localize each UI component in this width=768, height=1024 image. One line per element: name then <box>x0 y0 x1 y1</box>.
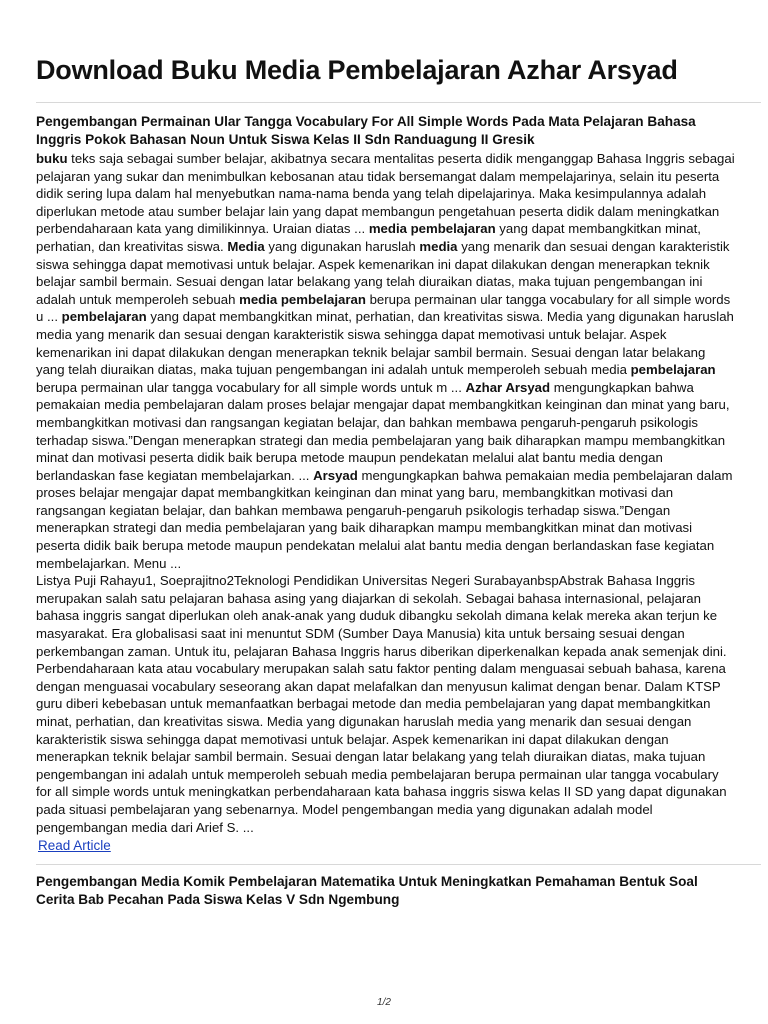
read-article-link[interactable]: Read Article <box>38 838 111 854</box>
snippet-text: yang digunakan haruslah <box>264 238 420 254</box>
article-1-abstract: Listya Puji Rahayu1, Soeprajitno2Teknologi Pendidikan Universitas Negeri SurabayanbspAbstrak Bahasa Inggris merupakan salah satu pelajaran bahasa asing yang diajarkan di sekolah. Sebagai bahasa internasional, pelajaran bahasa inggris sangat diperlukan oleh anak-anak yang duduk dibangku sekolah dimana kelak mereka akan terjun ke masyarakat. Era globalisasi saat ini menuntut SDM (Sumber Daya Manusia) kita untuk bersaing sesuai dengan perkembangan zaman. Untuk itu, pelajaran Bahasa Inggris harus diberikan diperkenalkan kepada anak semenjak dini. Perbendaharaan kata atau vocabulary merupakan salah satu faktor penting dalam menguasai sebuah bahasa, karena dengan menguasai vocabulary seseorang akan dapat melafalkan dan menyusun kalimat dengan benar. Dalam KTSP guru diberi kebebasan untuk memanfaatkan berbagai metode dan media pembelajaran yang dapat membangkitkan minat, perhatian, dan kreativitas siswa. Media yang digunakan haruslah media yang menarik dan sesuai dengan karakteristik siswa sehingga dapat memotivasi untuk belajar. Aspek kemenarikan ini dapat dilakukan dengan menerapkan teknik belajar sambil bermain. Sesuai dengan latar belakang yang telah diuraikan diatas, maka tujuan pengembangan ini adalah untuk memperoleh sebuah media pembelajaran berupa permainan ular tangga vocabulary for all simple words untuk meningkatkan perbendaharaan kata bahasa inggris siswa kelas II SD yang dapat digunakan pada situasi pembelajaran yang sebenarnya. Model pengembangan media yang digunakan adalah model pengembangan media dari Arief S. ... <box>36 573 727 835</box>
snippet-text: yang menarik dan sesuai dengan karakteristik siswa sehingga dapat memotivasi untuk belajar. Aspek kemenarikan ini dapat dilakukan dengan menerapkan teknik belajar sambil bermain. Sesuai dengan latar belakang yang telah diuraikan diatas, maka tujuan pengembangan ini adalah untuk memperoleh sebuah <box>36 238 730 307</box>
title-divider <box>36 102 761 103</box>
highlight-term: buku <box>36 151 68 166</box>
highlight-term: Azhar Arsyad <box>465 379 551 395</box>
snippet-text: yang dapat membangkitkan minat, perhatian, dan kreativitas siswa. <box>36 221 701 254</box>
article-2 <box>36 873 736 909</box>
snippet-text: berupa permainan ular tangga vocabulary for all simple words u ... <box>36 291 731 325</box>
highlight-term: media pembelajaran <box>239 291 366 307</box>
highlight-term: media pembelajaran <box>368 221 496 237</box>
snippet-text: yang dapat membangkitkan minat, perhatian, dan kreativitas siswa. Media yang digunakan haruslah media yang menarik dan sesuai dengan karakteristik siswa sehingga dapat memotivasi untuk belajar. Aspek kemenarikan ini dapat dilakukan dengan menerapkan teknik belajar sambil bermain. Sesuai dengan latar belakang yang telah diuraikan diatas, maka tujuan pengembangan ini adalah untuk memperoleh sebuah media <box>36 309 734 378</box>
snippet-text: mengungkapkan bahwa pemakaian media pembelajaran dalam proses belajar mengajar dapat membangkitkan keinginan dan minat yang baru, membangkitkan motivasi dan rangsangan kegiatan belajar, dan bahkan membawa pengaruh-pengaruh psikologis terhadap siswa.”Dengan menerapkan strategi dan media pembelajaran yang baik diharapkan mampu membangkitkan minat dan motivasi peserta didik baik berupa metode maupun pendekatan melalui alat bantu media dengan berlandaskan fase kegiatan membelajarkan. ... <box>36 379 730 483</box>
article-1-snippet <box>36 150 736 572</box>
article-2-title: Pengembangan Media Komik Pembelajaran Matematika Untuk Meningkatkan Pemahaman Bentuk Soal Cerita Bab Pecahan Pada Siswa Kelas V Sdn Ngembung <box>36 874 698 908</box>
highlight-term: media <box>419 238 458 254</box>
page-title: Download Buku Media Pembelajaran Azhar Arsyad <box>36 55 678 85</box>
article-1 <box>36 113 736 855</box>
snippet-text: berupa permainan ular tangga vocabulary for all simple words untuk m ... <box>36 379 466 395</box>
snippet-text: mengungkapkan bahwa pemakaian media pembelajaran dalam proses belajar mengajar dapat membangkitkan keinginan dan minat yang baru, membangkitkan motivasi dan rangsangan kegiatan belajar, dan bahkan membawa pengaruh-pengaruh psikologis terhadap siswa.”Dengan menerapkan strategi dan media pembelajaran yang baik diharapkan mampu membangkitkan minat dan motivasi peserta didik baik berupa metode maupun pendekatan melalui alat bantu media dengan berlandaskan fase kegiatan membelajarkan. Menu ... <box>36 467 733 571</box>
highlight-term: pembelajaran <box>630 362 716 378</box>
article-1-title: Pengembangan Permainan Ular Tangga Vocabulary For All Simple Words Pada Mata Pelajaran Bahasa Inggris Pokok Bahasan Noun Untuk Siswa Kelas II Sdn Randuagung II Gresik <box>36 114 696 147</box>
document-page <box>36 52 736 910</box>
highlight-term: Arsyad <box>313 467 358 483</box>
highlight-term: pembelajaran <box>61 309 147 325</box>
article-divider <box>36 864 761 865</box>
snippet-text: teks saja sebagai sumber belajar, akibatnya secara mentalitas peserta didik menganggap Bahasa Inggris sebagai pelajaran yang sukar dan menimbulkan kebosanan atau tidak bersemangat dalam mempelajarinya, selain itu peserta didik sering lupa dalam hal menyebutkan nama-nama benda yang telah dipelajarinya. Maka kesimpulannya adalah diperlukan metode atau sumber belajar lain yang dapat membangun pengetahuan peserta didik dalam meningkatkan perbendaharaan kata yang dimilikinnya. Uraian diatas ... <box>36 151 735 237</box>
page-number: 1/2 <box>377 997 391 1008</box>
highlight-term: Media <box>227 238 265 254</box>
